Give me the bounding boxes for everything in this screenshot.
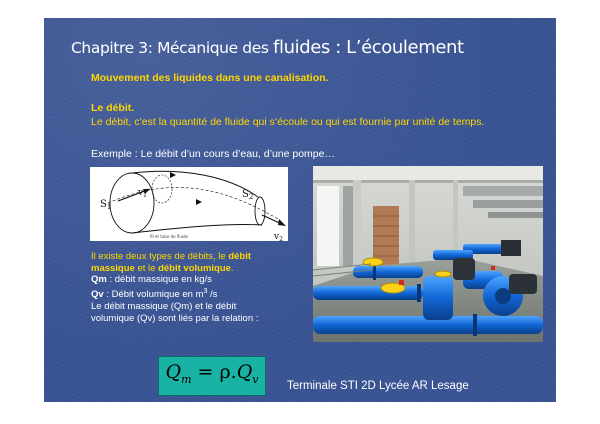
flow-types-text bbox=[91, 251, 271, 324]
tube-top-wall bbox=[132, 171, 258, 197]
label-s2: $S_2$ bbox=[242, 189, 254, 201]
section-s1-outline bbox=[110, 173, 154, 233]
qm-label: Qm bbox=[91, 274, 107, 286]
formula-equals-rho: = ρ. bbox=[191, 361, 237, 383]
label-s1: $S_1$ bbox=[100, 199, 112, 211]
relation-text: Le débit massique (Qm) et le débit volumique (Qv) sont liés par la relation : bbox=[91, 300, 259, 324]
title-part-3: : L’écoulement bbox=[329, 37, 464, 58]
slide bbox=[44, 18, 556, 402]
term-debit-massique: débit massique bbox=[91, 251, 252, 274]
qv-text: : Débit volumique en m bbox=[103, 289, 204, 301]
example-text: Exemple : Le débit d’un cours d’eau, d’une pompe… bbox=[91, 148, 335, 160]
inner-section-outline bbox=[152, 175, 172, 203]
term-debit-volumique: débit volumique bbox=[158, 262, 231, 274]
qv-exponent: 3 bbox=[203, 288, 208, 296]
qm-text: : débit massique en kg/s bbox=[106, 274, 212, 286]
title-part-2: fluides bbox=[273, 37, 330, 58]
flow-arrow-middle bbox=[196, 199, 202, 205]
slide-title bbox=[71, 37, 464, 58]
slide-subtitle: Mouvement des liquides dans une canalisation. bbox=[91, 72, 329, 84]
stream-tube-diagram bbox=[90, 167, 288, 241]
definition-text: Le débit, c’est la quantité de fluide qui s’écoule ou qui est fournie par unité de temps. bbox=[91, 116, 485, 128]
title-part-1: Chapitre 3: Mécanique des bbox=[71, 39, 274, 57]
pumping-station-illustration bbox=[313, 166, 543, 342]
types-et: et le bbox=[134, 262, 159, 274]
formula-q2: Q bbox=[236, 361, 253, 383]
tube-bottom-wall bbox=[132, 224, 262, 233]
footer-text: Terminale STI 2D Lycée AR Lesage bbox=[287, 380, 469, 392]
formula-qm-rho-qv bbox=[159, 361, 265, 386]
v2-arrowhead bbox=[278, 219, 286, 226]
formula-q: Q bbox=[165, 361, 182, 383]
types-intro: Il existe deux types de débits, le bbox=[91, 251, 226, 262]
section-heading: Le débit. bbox=[91, 102, 135, 114]
formula-sub-m: m bbox=[181, 372, 192, 386]
flow-arrow-top bbox=[170, 172, 176, 178]
qv-unit: /s bbox=[207, 289, 218, 301]
formula-sub-v: v bbox=[252, 372, 259, 386]
label-v2: $v_2$ bbox=[274, 232, 283, 241]
formula-box bbox=[158, 356, 266, 396]
label-v1: $v_1$ bbox=[138, 188, 147, 199]
qv-label: Qv bbox=[91, 289, 104, 301]
types-dot: . bbox=[230, 262, 234, 274]
diagram-caption: fil et tube de fluide bbox=[150, 234, 189, 239]
pumping-station-photo bbox=[313, 166, 543, 342]
stream-tube-svg bbox=[90, 167, 288, 241]
